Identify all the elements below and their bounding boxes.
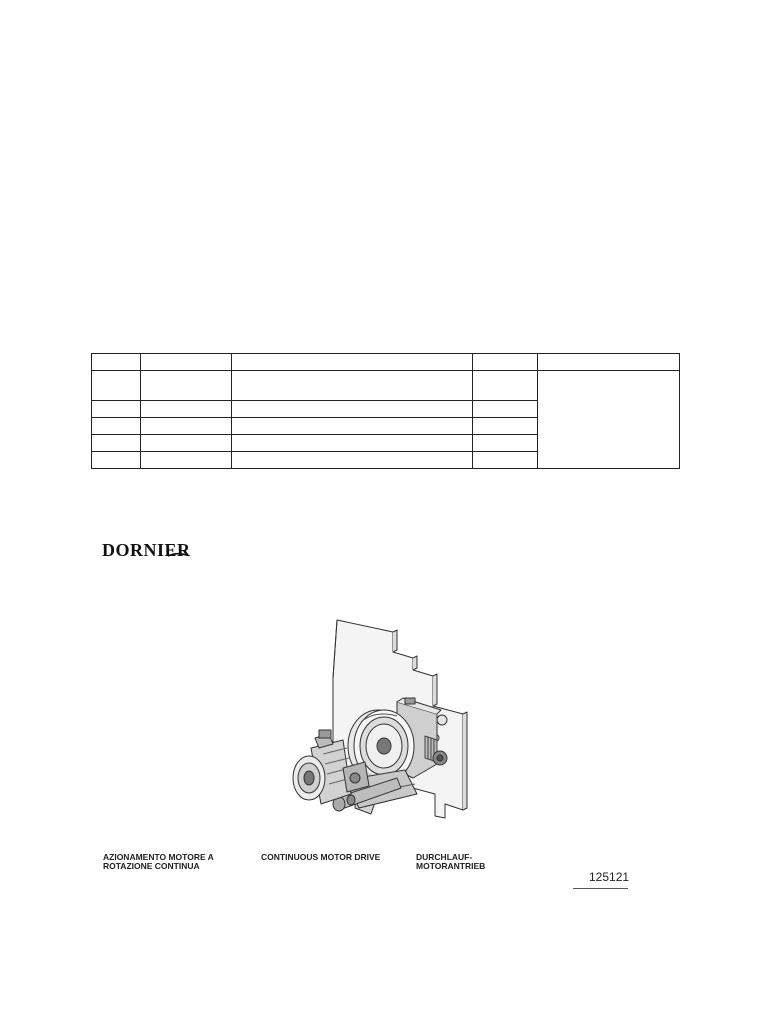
table-cell	[92, 401, 141, 418]
table-cell	[232, 435, 473, 452]
dornier-logo: DORNIER	[102, 540, 191, 560]
continuous-motor-drive-illustration-icon	[285, 618, 475, 830]
table-cell	[473, 418, 538, 435]
table-cell	[473, 371, 538, 401]
table-cell	[232, 354, 473, 371]
table-row	[92, 354, 680, 371]
table-cell	[141, 435, 232, 452]
table-cell	[473, 452, 538, 469]
table-cell	[92, 435, 141, 452]
table-cell	[92, 452, 141, 469]
table-row	[92, 371, 680, 401]
parts-table	[91, 353, 680, 469]
table-cell	[538, 354, 680, 371]
caption-italian: AZIONAMENTO MOTORE A ROTAZIONE CONTINUA	[103, 852, 214, 871]
table-cell	[92, 418, 141, 435]
table-cell	[141, 371, 232, 401]
caption-english: CONTINUOUS MOTOR DRIVE	[261, 852, 381, 862]
caption-german: DURCHLAUF-MOTORANTRIEB	[416, 852, 486, 871]
table-cell	[232, 452, 473, 469]
table-cell	[141, 354, 232, 371]
table-cell	[473, 354, 538, 371]
table-cell	[92, 354, 141, 371]
table-cell-merged	[538, 371, 680, 469]
table-cell	[141, 418, 232, 435]
logo-swash-icon	[168, 552, 186, 558]
figure-number-underline	[573, 888, 628, 889]
table-cell	[92, 371, 141, 401]
table-cell	[232, 371, 473, 401]
figure-number: 125121	[589, 870, 630, 884]
table-cell	[473, 401, 538, 418]
table-cell	[141, 401, 232, 418]
table-cell	[141, 452, 232, 469]
table-cell	[232, 418, 473, 435]
table-cell	[232, 401, 473, 418]
table-cell	[473, 435, 538, 452]
